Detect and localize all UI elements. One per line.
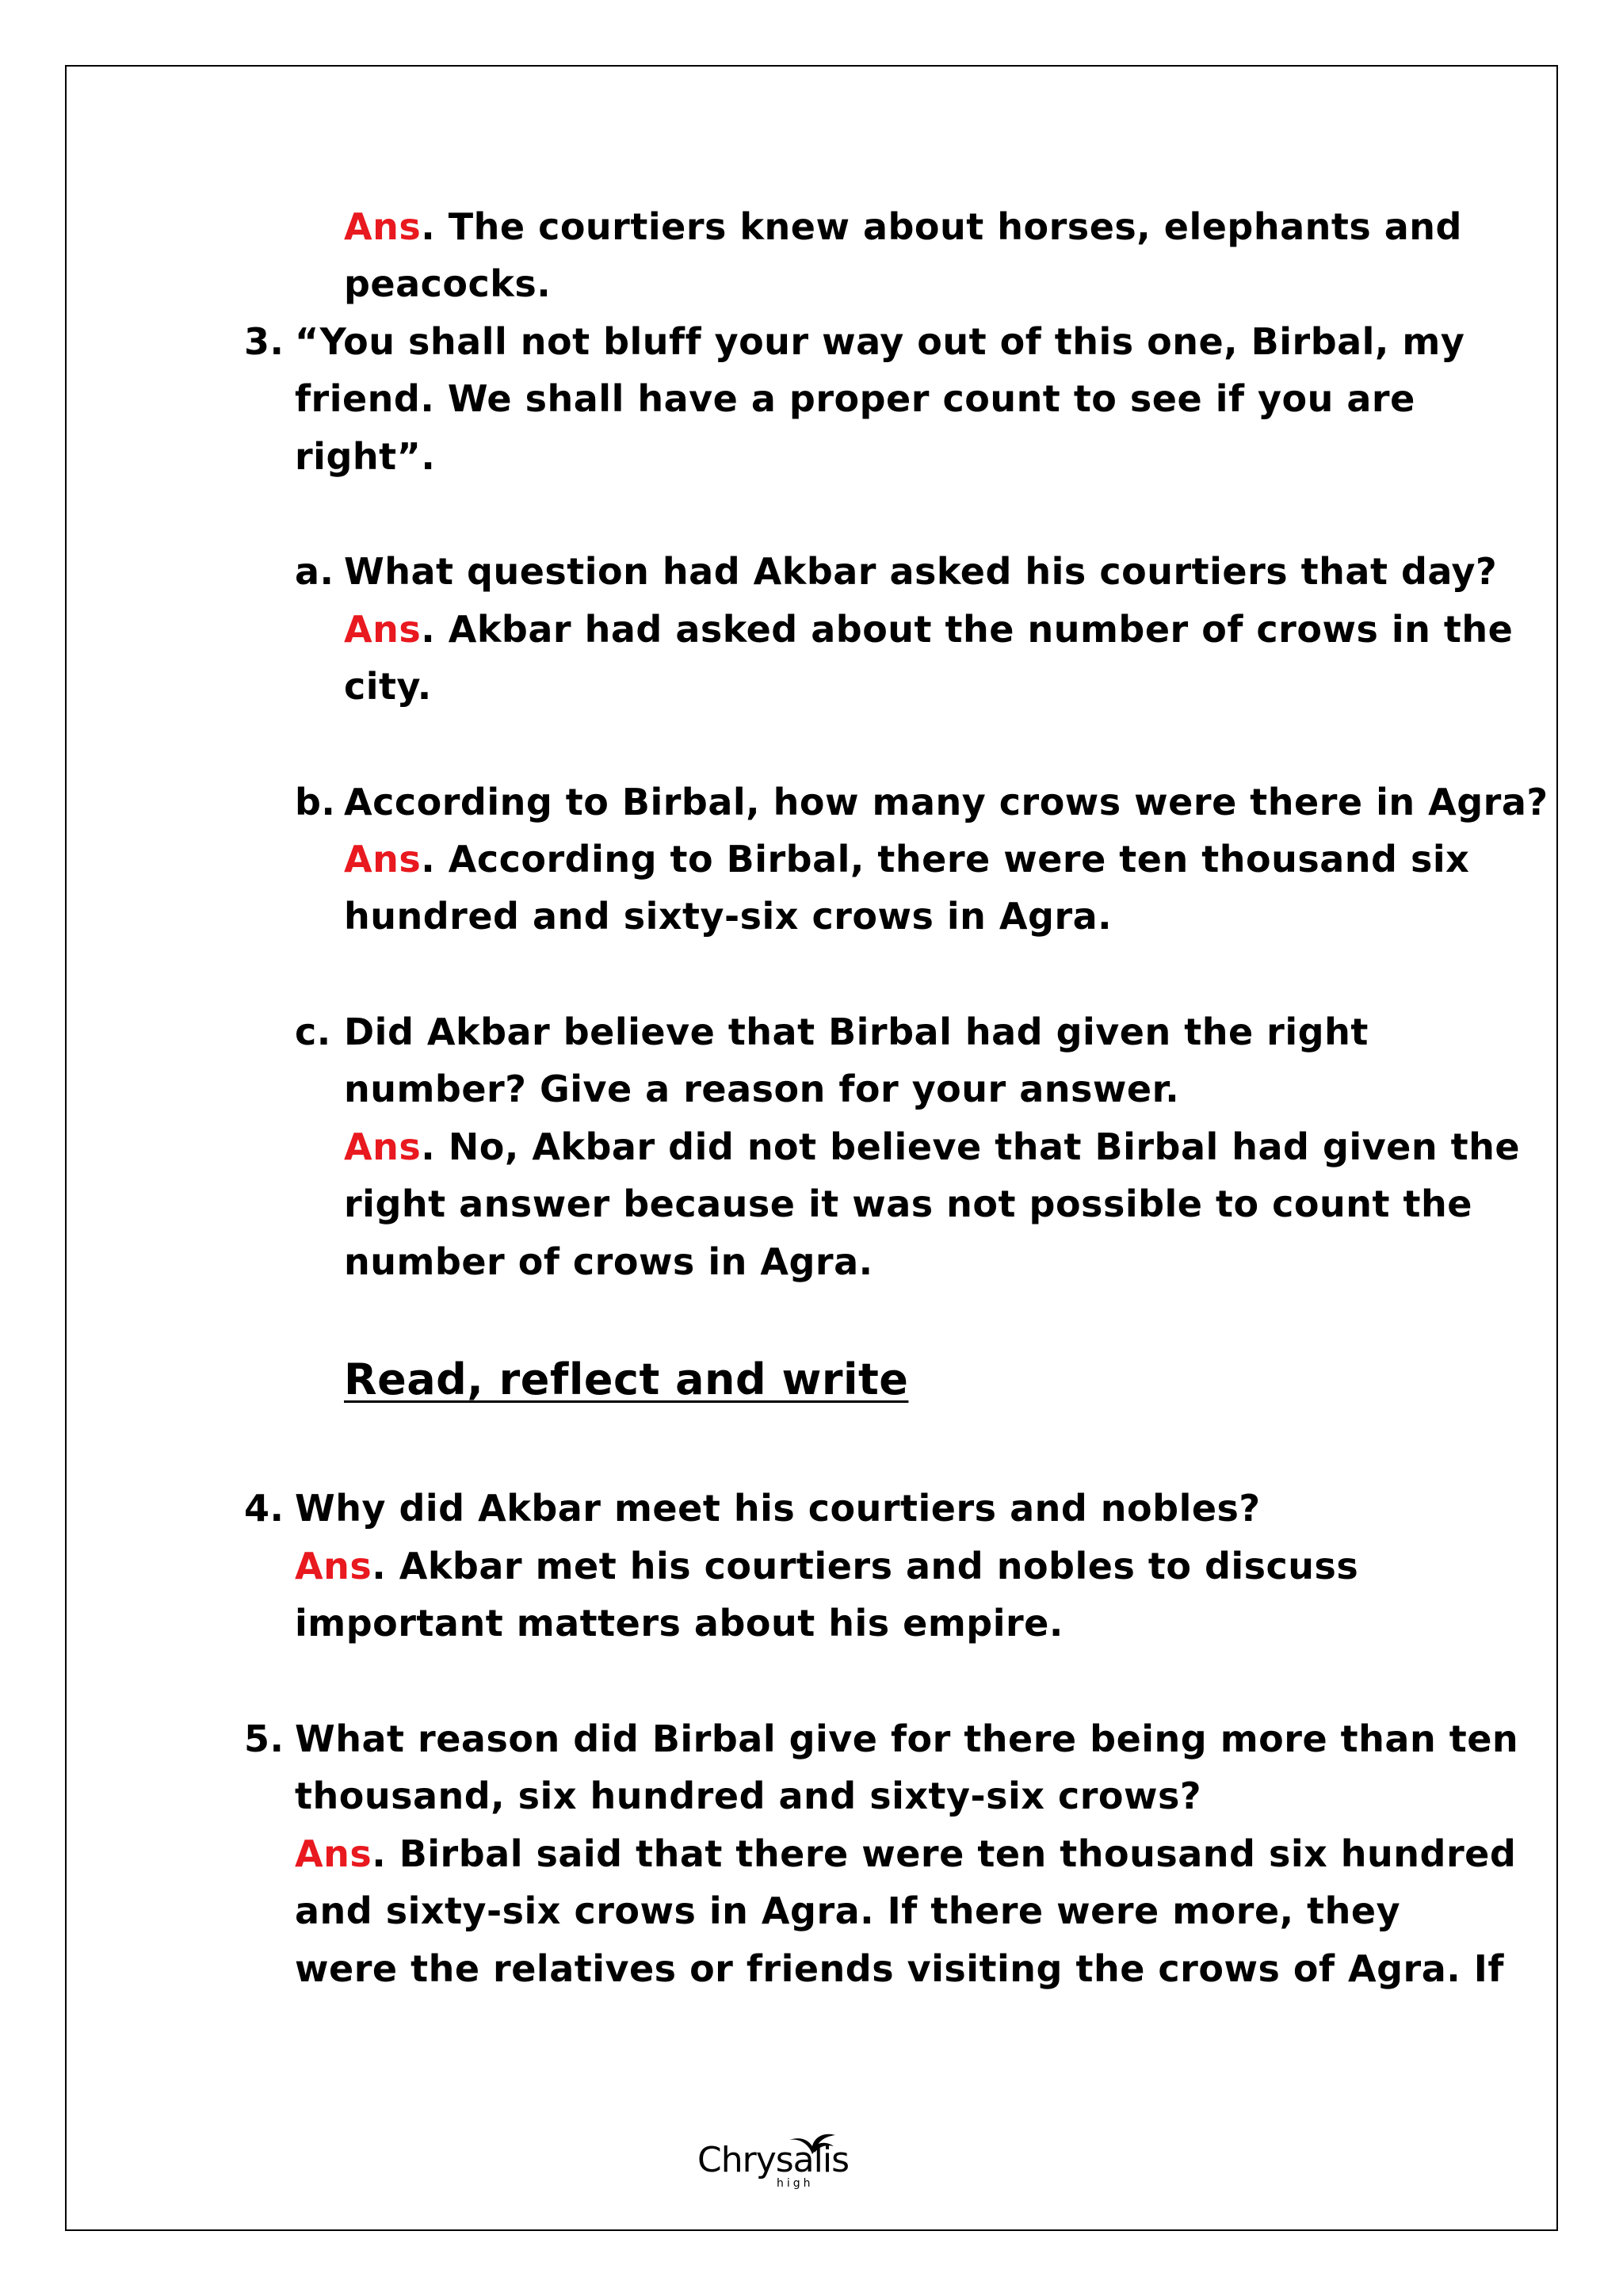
- q3a-question: What question had Akbar asked his courtiers that day?: [344, 550, 1498, 593]
- q2-answer-line-1: [344, 198, 1462, 255]
- logo-wordmark: Chrysalis: [697, 2140, 849, 2180]
- q5-question-line-1: What reason did Birbal give for there being more than ten: [295, 1717, 1519, 1760]
- ans-label: Ans: [344, 205, 422, 248]
- q5-answer-line-3: were the relatives or friends visiting the crows of Agra. If: [295, 1947, 1504, 1990]
- section-heading: Read, reflect and write: [344, 1354, 909, 1404]
- question-number: 3.: [244, 320, 285, 363]
- ans-label: Ans: [295, 1832, 372, 1875]
- q3b-answer-line-1: [344, 831, 1469, 888]
- q3-quote-line-1: “You shall not bluff your way out of this one, Birbal, my: [295, 320, 1465, 363]
- q5-question-line-2: thousand, six hundred and sixty-six crows?: [295, 1775, 1202, 1817]
- q3c-answer-line-3: number of crows in Agra.: [344, 1240, 873, 1283]
- q2-answer-line-2: peacocks.: [344, 262, 552, 305]
- q3-quote-line-3: right”.: [295, 435, 436, 478]
- ans-label: Ans: [295, 1545, 372, 1587]
- part-letter: c.: [295, 1010, 331, 1053]
- q3c-question-line-2: number? Give a reason for your answer.: [344, 1068, 1180, 1110]
- answer-text: . According to Birbal, there were ten thousand six: [421, 838, 1470, 881]
- answer-text: . Akbar met his courtiers and nobles to discuss: [372, 1545, 1359, 1587]
- q3-quote-line-2: friend. We shall have a proper count to see if you are: [295, 377, 1415, 420]
- q5-answer-line-1: [295, 1825, 1516, 1882]
- ans-label: Ans: [344, 608, 422, 651]
- q3c-answer-line-2: right answer because it was not possible to count the: [344, 1182, 1472, 1225]
- logo-subtitle: high: [777, 2177, 814, 2190]
- q3b-answer-line-2: hundred and sixty-six crows in Agra.: [344, 895, 1113, 938]
- answer-text: . Birbal said that there were ten thousand six hundred: [372, 1832, 1517, 1875]
- answer-text: . Akbar had asked about the number of crows in the: [421, 608, 1514, 651]
- part-letter: a.: [295, 550, 334, 593]
- question-number: 5.: [244, 1717, 285, 1760]
- q4-answer-line-2: important matters about his empire.: [295, 1602, 1064, 1645]
- ans-label: Ans: [344, 838, 422, 881]
- q3c-question-line-1: Did Akbar believe that Birbal had given the right: [344, 1010, 1369, 1053]
- question-number: 4.: [244, 1487, 285, 1530]
- q4-question: Why did Akbar meet his courtiers and nobles?: [295, 1487, 1261, 1530]
- q4-answer-line-1: [295, 1538, 1358, 1595]
- answer-text: . The courtiers knew about horses, elephants and: [421, 205, 1462, 248]
- part-letter: b.: [295, 781, 336, 823]
- answer-text: . No, Akbar did not believe that Birbal had given the: [421, 1125, 1521, 1168]
- q3a-answer-line-1: [344, 601, 1513, 658]
- q3b-question: According to Birbal, how many crows were there in Agra?: [344, 781, 1549, 823]
- chrysalis-logo: [697, 2132, 856, 2195]
- q3a-answer-line-2: city.: [344, 665, 432, 708]
- q5-answer-line-2: and sixty-six crows in Agra. If there were more, they: [295, 1889, 1401, 1932]
- q3c-answer-line-1: [344, 1118, 1520, 1175]
- ans-label: Ans: [344, 1125, 422, 1168]
